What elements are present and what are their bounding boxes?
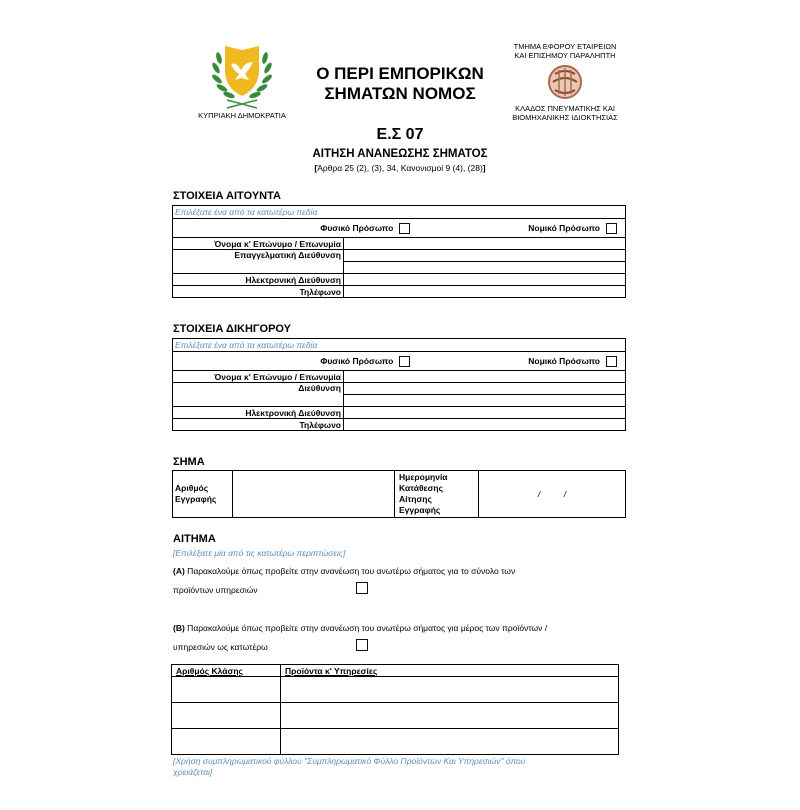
reg-number-label-line1: Αριθμός — [175, 483, 209, 493]
applicant-table — [172, 205, 626, 298]
coat-of-arms-icon — [207, 40, 277, 110]
mark-reg-number-field[interactable] — [233, 471, 395, 518]
class-number-cell[interactable] — [172, 677, 281, 703]
option-b-line1 — [173, 623, 633, 633]
table-row — [172, 703, 619, 729]
ref-text: Άρθρα 25 (2), (3), 34, Κανονισμοί 9 (4), (28) — [317, 163, 483, 173]
lawyer-section-title: ΣΤΟΙΧΕΙΑ ΔΙΚΗΓΟΡΟΥ — [173, 323, 291, 335]
registrar-logo-icon — [547, 64, 583, 100]
mark-section-title: ΣΗΜΑ — [173, 456, 205, 468]
applicant-address-field-1[interactable] — [344, 250, 626, 262]
form-name: ΑΙΤΗΣΗ ΑΝΑΝΕΩΣΗΣ ΣΗΜΑΤΟΣ — [312, 148, 488, 160]
option-a-line1 — [173, 566, 633, 576]
goods-services-cell[interactable] — [281, 703, 619, 729]
registrar-office — [500, 42, 630, 122]
footnote-line2: χρειάζεται] — [173, 767, 213, 777]
applicant-person-type — [173, 219, 626, 238]
goods-services-cell[interactable] — [281, 677, 619, 703]
option-a-line2: προϊόντων υπηρεσιών — [173, 585, 258, 595]
ref-bracket-close: ] — [482, 163, 486, 173]
lawyer-address-label: Διεύθυνση — [173, 383, 344, 407]
date-label-line1: Ημερομηνία — [399, 472, 448, 482]
classes-footnote — [173, 756, 623, 778]
form-legal-reference — [250, 163, 550, 173]
goods-services-cell[interactable] — [281, 729, 619, 755]
class-number-cell[interactable] — [172, 729, 281, 755]
lawyer-legal-person-checkbox[interactable] — [606, 356, 617, 367]
reg-number-label-line2: Εγγραφής — [175, 494, 217, 504]
coat-caption: ΚΥΠΡΙΑΚΗ ΔΗΜΟΚΡΑΤΙΑ — [198, 111, 286, 120]
classes-table — [171, 664, 619, 755]
applicant-natural-person-checkbox[interactable] — [399, 223, 410, 234]
applicant-email-field[interactable] — [344, 274, 626, 286]
ref-bracket-open: [ — [314, 163, 318, 173]
lawyer-phone-field[interactable] — [344, 419, 626, 431]
option-a-label: (Α) — [173, 566, 185, 576]
request-hint: [Επιλέξατε μία από τις κατωτέρω περιπτώσεις] — [173, 548, 346, 558]
lawyer-natural-person-label: Φυσικό Πρόσωπο — [320, 356, 394, 366]
applicant-phone-field[interactable] — [344, 286, 626, 298]
mark-table — [172, 470, 626, 518]
option-b-label: (Β) — [173, 623, 185, 633]
lawyer-legal-person-label: Νομικό Πρόσωπο — [528, 356, 600, 366]
form-code: Ε.Σ 07 — [376, 126, 424, 143]
class-number-cell[interactable] — [172, 703, 281, 729]
cyprus-coat-of-arms — [192, 40, 292, 122]
applicant-hint: Επιλέξατε ένα από τα κατωτέρω πεδία — [173, 206, 626, 219]
lawyer-person-type — [173, 352, 626, 371]
applicant-email-label: Ηλεκτρονική Διεύθυνση — [173, 274, 344, 286]
applicant-natural-person-label: Φυσικό Πρόσωπο — [320, 223, 394, 233]
law-title-line1: Ο ΠΕΡΙ ΕΜΠΟΡΙΚΩΝ — [316, 64, 484, 83]
applicant-address-field-2[interactable] — [344, 262, 626, 274]
applicant-name-field[interactable] — [344, 238, 626, 250]
office-line2: ΚΑΙ ΕΠΙΣΗΜΟΥ ΠΑΡΑΛΗΠΤΗ — [514, 51, 616, 60]
option-b-text: Παρακαλούμε όπως προβείτε στην ανανέωση του ανωτέρω σήματος για μέρος των προϊόντων / — [184, 623, 548, 633]
office-line1: ΤΜΗΜΑ ΕΦΟΡΟΥ ΕΤΑΙΡΕΙΩΝ — [513, 42, 617, 51]
date-label-line3: Αίτησης — [399, 494, 432, 504]
date-label-line4: Εγγραφής — [399, 505, 441, 515]
table-row — [172, 729, 619, 755]
goods-services-header: Προϊόντα κ' Υπηρεσίες — [281, 665, 619, 677]
request-section-title: ΑΙΤΗΜΑ — [173, 533, 216, 545]
applicant-legal-person-label: Νομικό Πρόσωπο — [528, 223, 600, 233]
law-title-line2: ΣΗΜΑΤΩΝ ΝΟΜΟΣ — [324, 84, 476, 103]
applicant-name-label: Όνομα κ' Επώνυμο / Επωνυμία — [173, 238, 344, 250]
class-number-header: Αριθμός Κλάσης — [172, 665, 281, 677]
office-line3: ΚΛΑΔΟΣ ΠΝΕΥΜΑΤΙΚΗΣ ΚΑΙ — [515, 104, 615, 113]
lawyer-email-label: Ηλεκτρονική Διεύθυνση — [173, 407, 344, 419]
lawyer-name-label: Όνομα κ' Επώνυμο / Επωνυμία — [173, 371, 344, 383]
lawyer-address-field-2[interactable] — [344, 395, 626, 407]
office-line4: ΒΙΟΜΗΧΑΝΙΚΗΣ ΙΔΙΟΚΤΗΣΙΑΣ — [512, 113, 618, 122]
lawyer-natural-person-checkbox[interactable] — [399, 356, 410, 367]
mark-filing-date-field[interactable]: / / — [479, 471, 626, 518]
applicant-section-title: ΣΤΟΙΧΕΙΑ ΑΙΤΟΥΝΤΑ — [173, 190, 281, 202]
mark-reg-number-label — [173, 471, 233, 518]
lawyer-email-field[interactable] — [344, 407, 626, 419]
lawyer-table — [172, 338, 626, 431]
table-row — [172, 677, 619, 703]
footnote-line1: [Χρήση συμπληρωματικού φύλλου "Συμπληρωματικό Φύλλο Προϊόντων Και Υπηρεσιών" όπου — [173, 756, 526, 766]
lawyer-hint: Επιλέξατε ένα από τα κατωτέρω πεδία — [173, 339, 626, 352]
lawyer-address-field-1[interactable] — [344, 383, 626, 395]
mark-filing-date-label — [395, 471, 479, 518]
applicant-legal-person-checkbox[interactable] — [606, 223, 617, 234]
applicant-address-label: Επαγγελματική Διεύθυνση — [173, 250, 344, 274]
option-a-checkbox[interactable] — [356, 582, 368, 594]
option-a-text: Παρακαλούμε όπως προβείτε στην ανανέωση του ανωτέρω σήματος για το σύνολο των — [184, 566, 516, 576]
option-b-checkbox[interactable] — [356, 639, 368, 651]
applicant-phone-label: Τηλέφωνο — [173, 286, 344, 298]
lawyer-phone-label: Τηλέφωνο — [173, 419, 344, 431]
lawyer-name-field[interactable] — [344, 371, 626, 383]
date-label-line2: Κατάθεσης — [399, 483, 444, 493]
law-title — [300, 64, 500, 104]
option-b-line2: υπηρεσιών ως κατωτέρω — [173, 642, 268, 652]
